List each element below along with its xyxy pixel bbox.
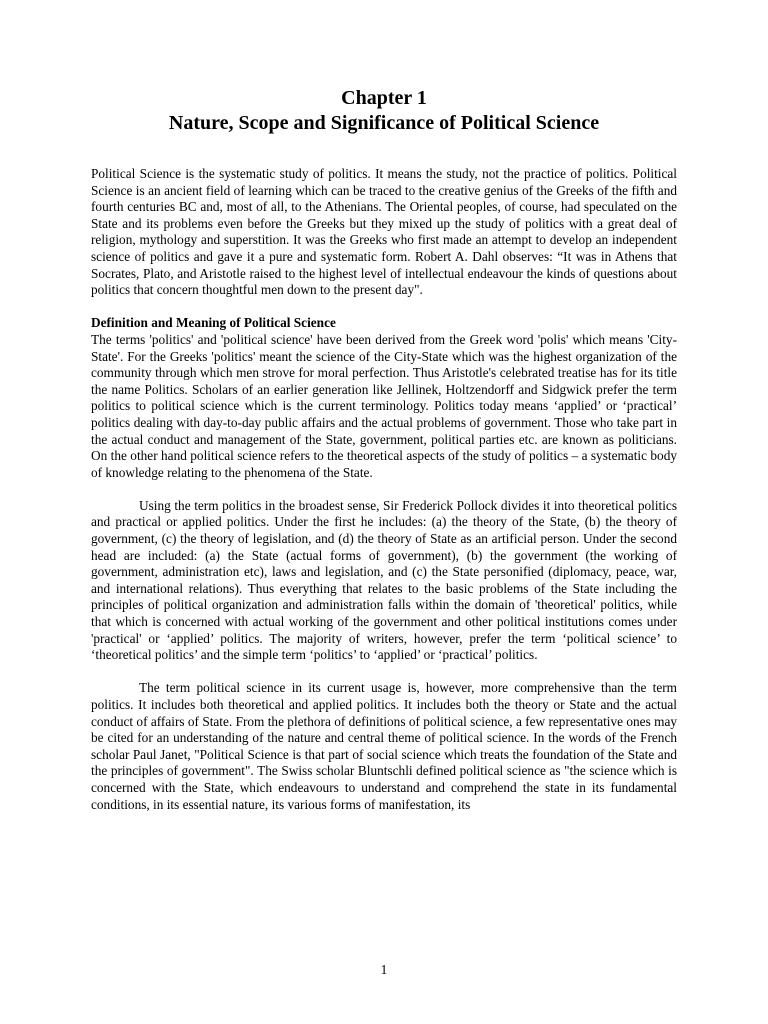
definition-section bbox=[91, 315, 677, 481]
usage-paragraph: The term political science in its current usage is, however, more comprehensive than the term politics. It includes both theoretical and applied politics. It includes both the theory or State and the actual conduct of affairs of State. From the plethora of definitions of political science, a few representative ones may be cited for an understanding of the nature and central theme of political science. In the words of the French scholar Paul Janet, "Political Science is that part of social science which treats the foundation of the State and the principles of government". The Swiss scholar Bluntschli defined political science as "the science which is concerned with the State, which endeavours to understand and comprehend the state in its fundamental conditions, in its essential nature, its various forms of manifestation, its bbox=[91, 680, 677, 812]
pollock-paragraph: Using the term politics in the broadest sense, Sir Frederick Pollock divides it into theoretical politics and practical or applied politics. Under the first he includes: (a) the theory of the State, (b) the theory of government, (c) the theory of legislation, and (d) the theory of State as an artificial person. Under the second head are included: (a) the State (actual forms of government), (b) the government (the working of government, administration etc), laws and legislation, and (c) the State personified (diplomacy, peace, war, and international relations). Thus everything that relates to the basic problems of the State including the principles of political organization and administration falls within the domain of 'theoretical' politics, while that which is concerned with actual working of the government and other political institutions comes under 'practical' or ‘applied’ politics. The majority of writers, however, prefer the term ‘political science’ to ‘theoretical politics’ and the simple term ‘politics’ to ‘applied’ or ‘practical’ politics. bbox=[91, 497, 677, 663]
chapter-title: Nature, Scope and Significance of Political Science bbox=[168, 112, 600, 134]
chapter-label: Chapter 1 bbox=[341, 87, 427, 109]
chapter-body bbox=[91, 166, 677, 813]
definition-paragraph: The terms 'politics' and 'political science' have been derived from the Greek word 'polis' which means 'City-State'. For the Greeks 'politics' meant the science of the City-State which was the highest organization of the community through which men strove for moral perfection. Thus Aristotle's celebrated treatise has for its title the name Politics. Scholars of an earlier generation like Jellinek, Holtzendorff and Sidgwick prefer the term politics to political science which is the current terminology. Politics today means ‘applied’ or ‘practical’ politics dealing with day-to-day public affairs and the actual problems of government. Those who take part in the actual conduct and management of the State, government, political parties etc. are known as politicians. On the other hand political science refers to the theoretical aspects of the study of politics – a systematic body of knowledge relating to the phenomena of the State. bbox=[91, 331, 677, 480]
intro-paragraph: Political Science is the systematic study of politics. It means the study, not the practice of politics. Political Science is an ancient field of learning which can be traced to the creative genius of the Greeks of the fifth and fourth centuries BC and, most of all, to the Athenians. The Oriental peoples, of course, had speculated on the State and its problems even before the Greeks but they mixed up the study of politics with a great deal of religion, mythology and superstition. It was the Greeks who first made an attempt to develop an independent science of politics and gave it a pure and systematic form. Robert A. Dahl observes: “It was in Athens that Socrates, Plato, and Aristotle raised to the highest level of intellectual endeavour the kinds of questions about politics that concern thoughtful men down to the present day". bbox=[91, 166, 677, 298]
page-number: 1 bbox=[380, 962, 388, 977]
section-heading: Definition and Meaning of Political Science bbox=[91, 315, 336, 331]
chapter-heading bbox=[0, 86, 768, 136]
